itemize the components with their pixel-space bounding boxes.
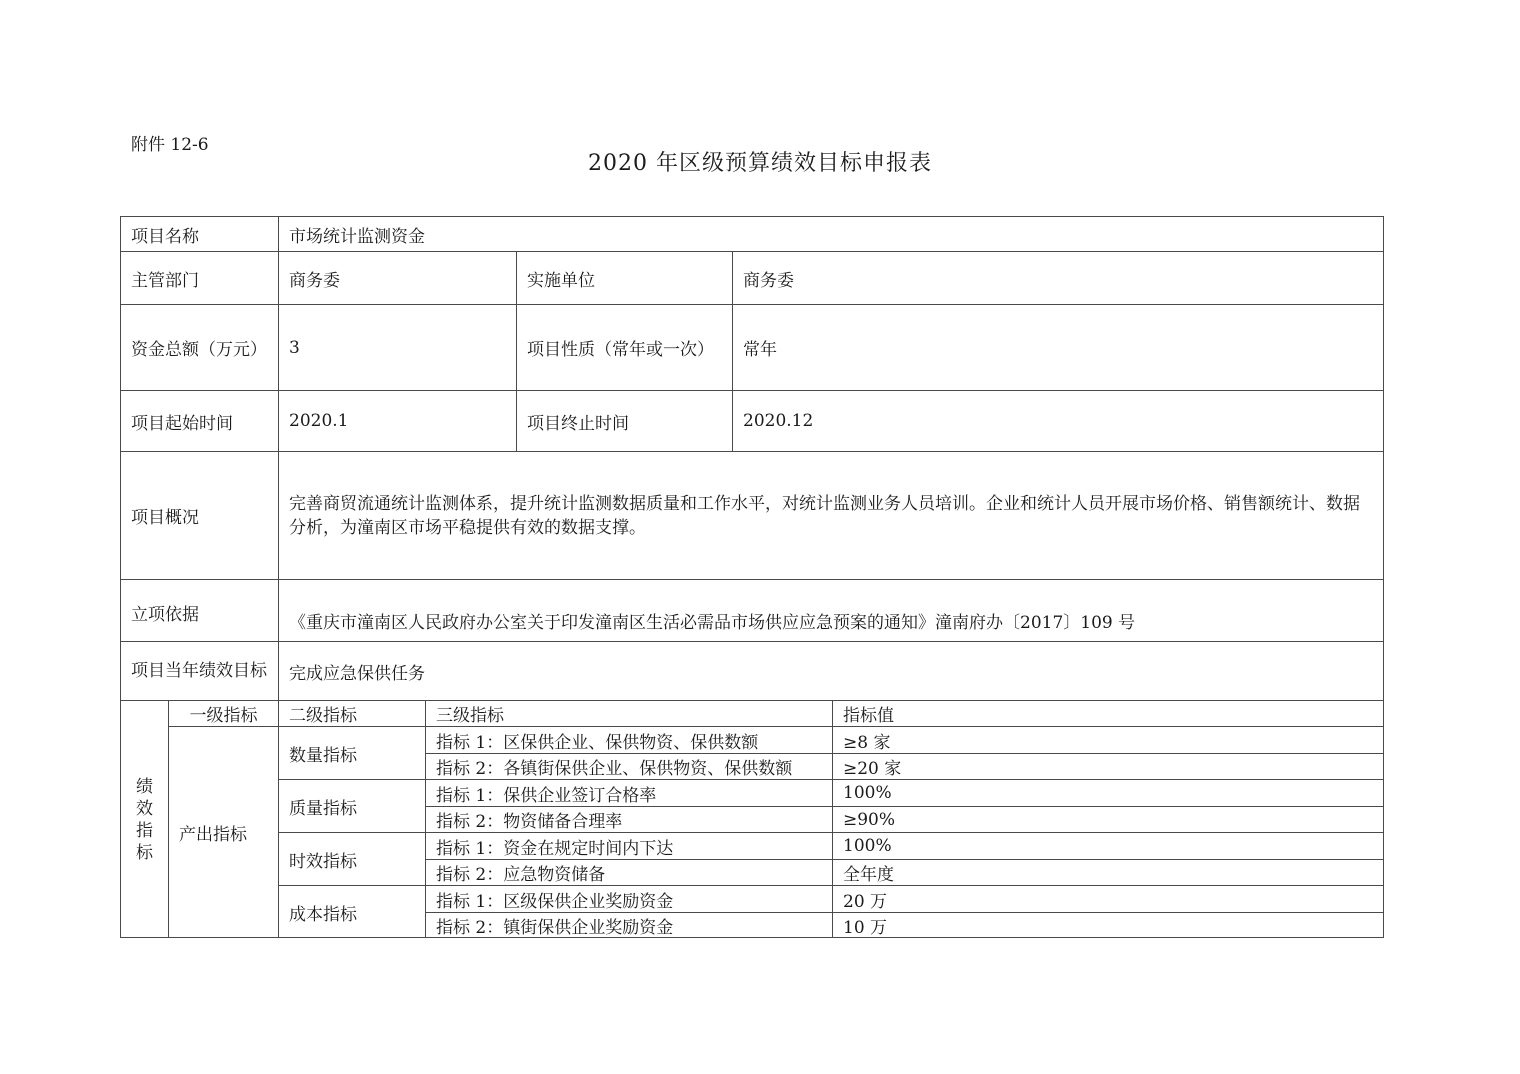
value-row-1: ≥8 家 <box>832 726 1384 753</box>
value-annual-goal: 完成应急保供任务 <box>278 641 1384 700</box>
header-level1: 一级指标 <box>168 700 278 726</box>
header-level2: 二级指标 <box>278 700 425 726</box>
value-project-name: 市场统计监测资金 <box>278 216 1384 251</box>
perf-label-text: 绩效指标 <box>136 776 153 863</box>
annex-number: 附件 12-6 <box>131 135 209 155</box>
value-row-3: 100% <box>832 779 1384 806</box>
value-row-2: ≥20 家 <box>832 753 1384 779</box>
level3-row-1: 指标 1：区保供企业、保供物资、保供数额 <box>425 726 832 753</box>
level3-row-4: 指标 2：物资储备合理率 <box>425 806 832 832</box>
level3-row-7: 指标 1：区级保供企业奖励资金 <box>425 885 832 912</box>
value-impl-unit: 商务委 <box>732 251 1384 304</box>
value-row-5: 100% <box>832 832 1384 859</box>
value-basis: 《重庆市潼南区人民政府办公室关于印发潼南区生活必需品市场供应应急预案的通知》潼南府办〔2017〕109 号 <box>278 579 1384 641</box>
level3-row-3: 指标 1：保供企业签订合格率 <box>425 779 832 806</box>
value-row-8: 10 万 <box>832 912 1384 938</box>
budget-target-table <box>120 216 1384 938</box>
value-total-funds: 3 <box>278 304 516 390</box>
level1-output: 产出指标 <box>168 726 278 938</box>
header-value: 指标值 <box>832 700 1384 726</box>
value-row-7: 20 万 <box>832 885 1384 912</box>
value-nature: 常年 <box>732 304 1384 390</box>
label-basis: 立项依据 <box>120 579 278 641</box>
label-total-funds: 资金总额（万元） <box>120 304 278 390</box>
value-row-6: 全年度 <box>832 859 1384 885</box>
level3-row-6: 指标 2：应急物资储备 <box>425 859 832 885</box>
label-project-name: 项目名称 <box>120 216 278 251</box>
label-end-time: 项目终止时间 <box>516 390 732 451</box>
label-dept: 主管部门 <box>120 251 278 304</box>
label-nature: 项目性质（常年或一次） <box>516 304 732 390</box>
level2-timeliness: 时效指标 <box>278 832 425 885</box>
label-overview: 项目概况 <box>120 451 278 579</box>
value-end-time: 2020.12 <box>732 390 1384 451</box>
level3-row-5: 指标 1：资金在规定时间内下达 <box>425 832 832 859</box>
label-performance-indicators <box>120 700 168 938</box>
label-impl-unit: 实施单位 <box>516 251 732 304</box>
value-overview: 完善商贸流通统计监测体系，提升统计监测数据质量和工作水平，对统计监测业务人员培训。企业和统计人员开展市场价格、销售额统计、数据分析，为潼南区市场平稳提供有效的数据支撑。 <box>278 451 1384 579</box>
label-start-time: 项目起始时间 <box>120 390 278 451</box>
page-title: 2020 年区级预算绩效目标申报表 <box>588 151 932 176</box>
level3-row-8: 指标 2：镇街保供企业奖励资金 <box>425 912 832 938</box>
value-row-4: ≥90% <box>832 806 1384 832</box>
level3-row-2: 指标 2：各镇街保供企业、保供物资、保供数额 <box>425 753 832 779</box>
value-start-time: 2020.1 <box>278 390 516 451</box>
label-annual-goal: 项目当年绩效目标 <box>120 641 278 700</box>
level2-quantity: 数量指标 <box>278 726 425 779</box>
level2-cost: 成本指标 <box>278 885 425 938</box>
level2-quality: 质量指标 <box>278 779 425 832</box>
header-level3: 三级指标 <box>425 700 832 726</box>
value-dept: 商务委 <box>278 251 516 304</box>
